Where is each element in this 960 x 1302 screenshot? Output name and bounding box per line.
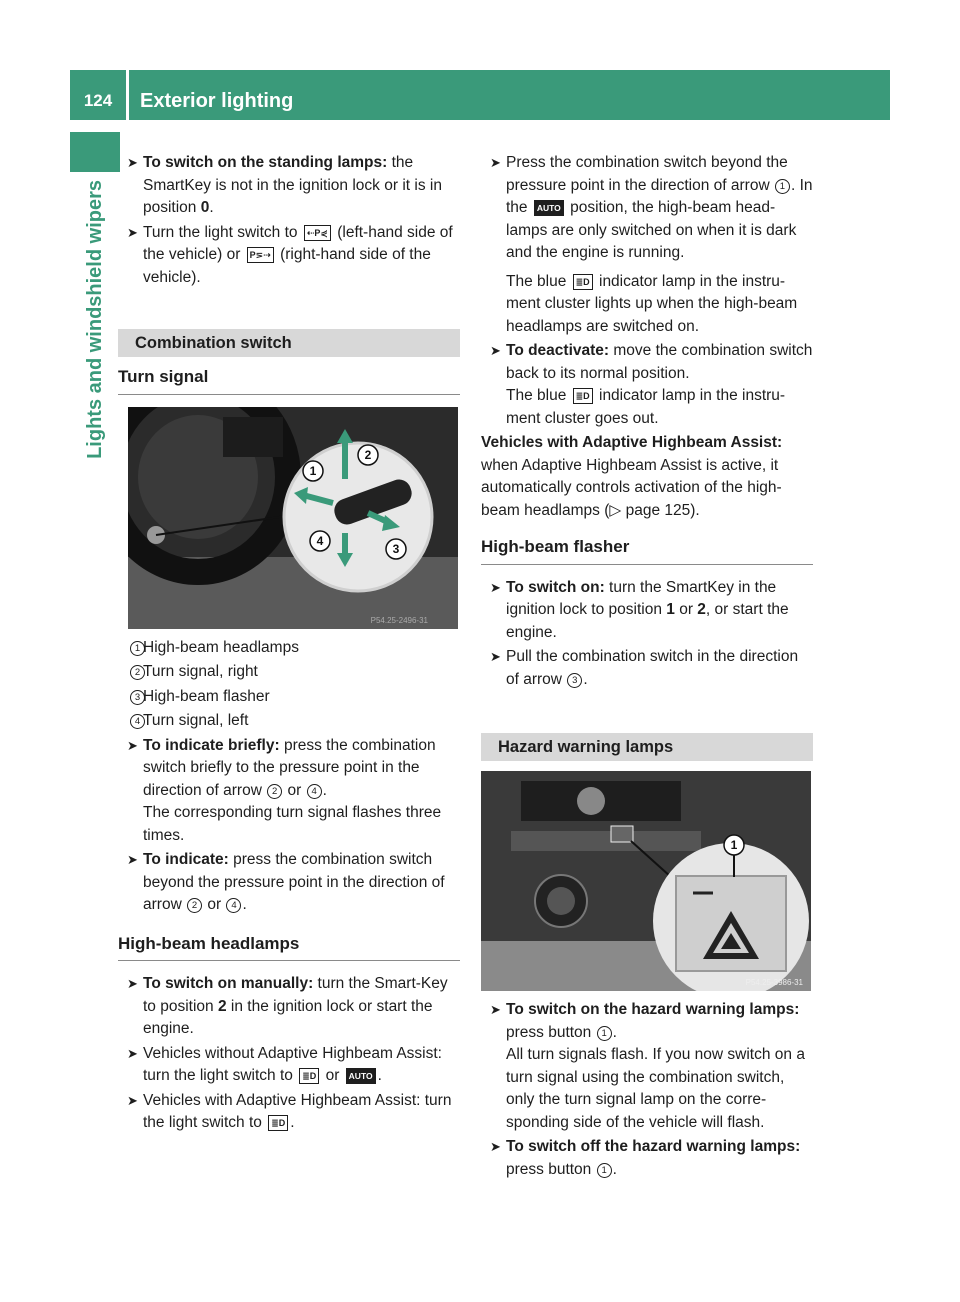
section-heading-hazard-warning-lamps: Hazard warning lamps [481,733,813,761]
hazard-button-illustration [481,771,811,991]
svg-text:1: 1 [309,463,317,478]
combination-switch-illustration [128,407,458,629]
step-arrow-icon: ➤ [490,155,501,170]
step-arrow-icon: ➤ [127,737,138,753]
svg-text:1: 1 [730,838,738,852]
section-heading-combination-switch: Combination switch [118,329,460,357]
figure-code: P54.25-3986-31 [745,978,803,987]
instruction-hazard-switch-off: ➤ To switch off the hazard warning lamps: press button 1 . [490,1138,801,1178]
instruction-switch-on-manually: ➤ To switch on manually: turn the Smart-Key to position 2 in the ignition lock or start the engine. [127,975,448,1037]
adaptive-highbeam-note: Vehicles with Adaptive Highbeam Assist: when Adaptive Highbeam Assist is active, it automatically controls activation of the high-beam headlamps (▷ page 125). [481,434,783,519]
legend-item: 3 High-beam flasher [118,686,460,709]
right-column [481,152,813,1183]
step-arrow-icon: ➤ [127,155,138,170]
high-beam-indicator-icon: ≣D [573,274,593,290]
instruction-label: To switch on the standing lamps: [143,154,388,171]
svg-text:2: 2 [364,447,372,462]
instruction-pull-switch: ➤ Pull the combination switch in the direction of arrow 3 . [490,648,799,688]
subheading-high-beam-flasher: High-beam flasher [481,536,813,565]
subheading-turn-signal: Turn signal [118,366,460,395]
subheading-high-beam-headlamps: High-beam headlamps [118,933,460,962]
step-arrow-icon: ➤ [490,579,501,595]
figure-combination-switch [128,407,458,629]
instruction-indicate-briefly: ➤ To indicate briefly: press the combination switch briefly to the pressure point in the direction of arrow 2 or 4 . The corresponding turn signal flashes three times. [127,736,442,844]
side-tab-block [70,132,120,172]
instruction-standing-lamps: ➤ To switch on the standing lamps: the SmartKey is not in the ignition lock or it is in position 0. [127,154,442,216]
page-number: 124 [83,91,113,110]
step-arrow-icon: ➤ [127,852,138,867]
figure-hazard-warning-button [481,771,811,991]
instruction-press-beyond-pressure-point: ➤ Press the combination switch beyond the pressure point in the direction of arrow 1 . In the AUTO position, the high-beam head-lamps are only switched on when it is dark and the engine is running. The blue ≣D indicator lamp in the instru-ment cluster lights up when the high-beam headlamps are switched on. [490,154,813,335]
header-divider [126,70,129,120]
svg-text:4: 4 [316,533,324,548]
step-arrow-icon: ➤ [490,343,501,358]
chapter-title: Exterior lighting [140,90,294,112]
side-tab-label: Lights and windshield wipers [83,180,106,459]
figure-code: P54.25-2496-31 [370,615,428,625]
instruction-indicate: ➤ To indicate: press the combination switch beyond the pressure point in the direction of arrow 2 or 4 . [127,851,445,913]
svg-text:3: 3 [392,541,400,556]
left-column [118,152,460,1137]
step-arrow-icon: ➤ [490,1139,501,1154]
legend-item: 2 Turn signal, right [118,661,460,684]
legend-item: 4 Turn signal, left [118,710,460,733]
low-beam-icon: ≣D [268,1115,288,1131]
step-arrow-icon: ➤ [127,1092,138,1108]
page-reference: ▷ page 125 [609,501,691,519]
parking-lamp-left-icon: ⇠P⋞ [304,225,331,241]
legend-item: 1 High-beam headlamps [118,637,460,660]
side-tab [70,180,120,880]
step-arrow-icon: ➤ [127,1045,138,1061]
instruction-turn-light-switch: ➤ Turn the light switch to ⇠P⋞ (left-hand side of the vehicle) or P⋝⇢ (right-hand side of the vehicle). [127,223,453,286]
instruction-flasher-switch-on: ➤ To switch on: turn the SmartKey in the ignition lock to position 1 or 2, or start the engine. [490,578,789,641]
auto-light-icon: AUTO [534,200,564,216]
low-beam-icon: ≣D [299,1068,319,1084]
instruction-without-adaptive-highbeam: ➤ Vehicles without Adaptive Highbeam Assist: turn the light switch to ≣D or AUTO . [127,1044,442,1084]
instruction-deactivate: ➤ To deactivate: move the combination switch back to its normal position. The blue ≣D indicator lamp in the instru-ment cluster goes out. [490,342,813,427]
instruction-hazard-switch-on: ➤ To switch on the hazard warning lamps: press button 1 . All turn signals flash. If you now switch on a turn signal using the combination switch, only the turn signal lamp on the corre-sponding side of the vehicle will flash. [490,1001,805,1131]
step-arrow-icon: ➤ [490,649,501,664]
step-arrow-icon: ➤ [490,1002,501,1017]
parking-lamp-right-icon: P⋝⇢ [247,247,274,263]
step-arrow-icon: ➤ [127,976,138,991]
step-arrow-icon: ➤ [127,224,138,240]
auto-light-icon: AUTO [346,1068,376,1084]
high-beam-indicator-icon: ≣D [573,388,593,404]
instruction-with-adaptive-highbeam: ➤ Vehicles with Adaptive Highbeam Assist: turn the light switch to ≣D . [127,1091,452,1131]
